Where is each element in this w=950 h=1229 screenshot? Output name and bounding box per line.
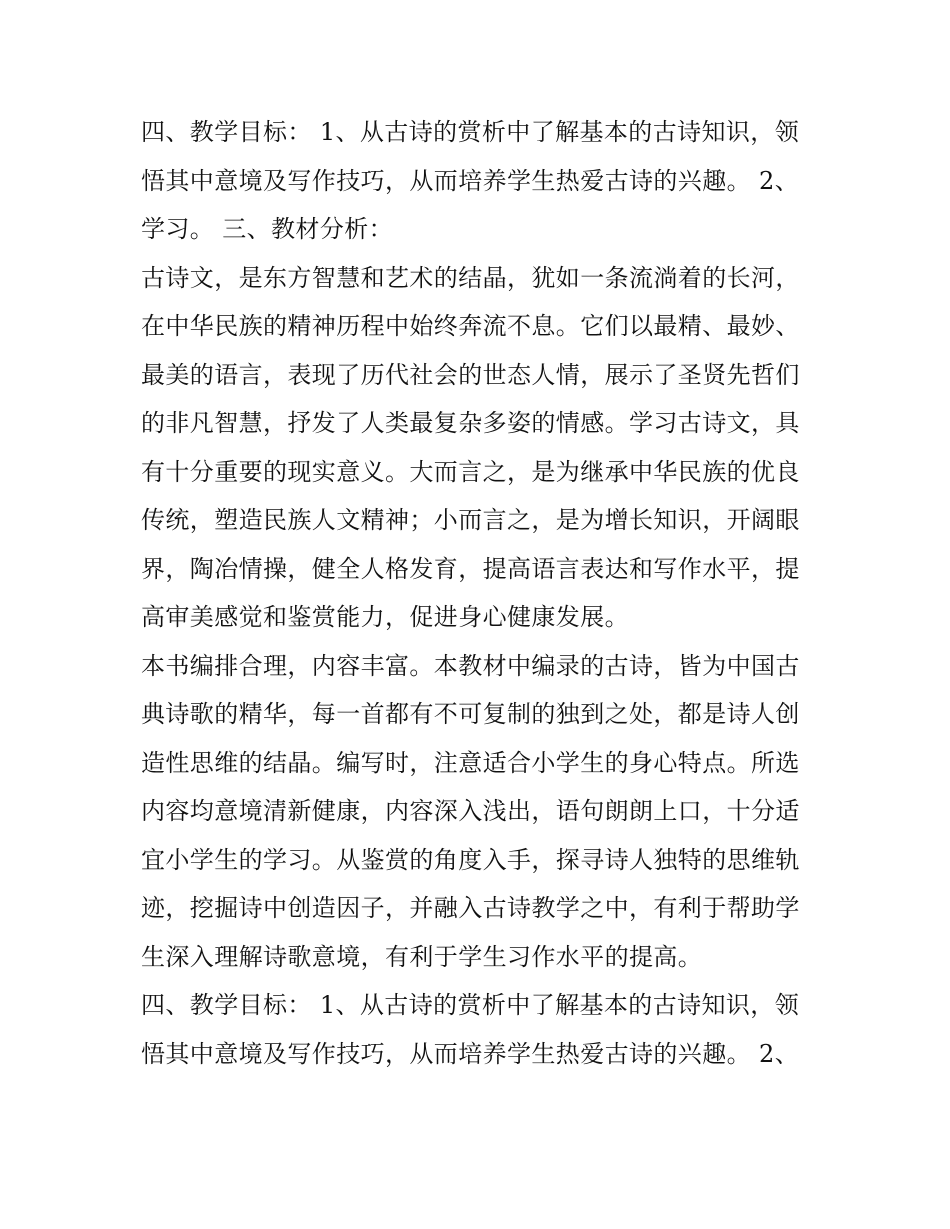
text-line-10: 界，陶冶情操，健全人格发育，提高语言表达和写作水平，提 xyxy=(141,554,800,583)
text-line-6: 最美的语言，表现了历代社会的世态人情，展示了圣贤先哲们 xyxy=(141,360,800,389)
text-line-17: 迹，挖掘诗中创造因子，并融入古诗教学之中，有利于帮助学 xyxy=(141,894,800,922)
text-line-1: 四、教学目标： 1、从古诗的赏析中了解基本的古诗知识，领 xyxy=(141,118,800,146)
document-body xyxy=(141,108,821,1078)
text-line-2: 悟其中意境及写作技巧，从而培养学生热爱古诗的兴趣。 2、 xyxy=(141,166,800,195)
text-line-9: 传统，塑造民族人文精神；小而言之，是为增长知识，开阔眼 xyxy=(141,506,800,534)
text-line-15: 内容均意境清新健康，内容深入浅出，语句朗朗上口，十分适 xyxy=(141,797,800,825)
text-line-12: 本书编排合理，内容丰富。本教材中编录的古诗，皆为中国古 xyxy=(141,651,800,680)
text-line-4: 古诗文，是东方智慧和艺术的结晶，犹如一条流淌着的长河， xyxy=(141,263,800,292)
text-line-8: 有十分重要的现实意义。大而言之，是为继承中华民族的优良 xyxy=(141,457,800,486)
text-line-16: 宜小学生的学习。从鉴赏的角度入手，探寻诗人独特的思维轨 xyxy=(141,845,800,874)
text-line-13: 典诗歌的精华，每一首都有不可复制的独到之处，都是诗人创 xyxy=(141,700,800,728)
text-line-11: 高审美感觉和鉴赏能力，促进身心健康发展。 xyxy=(141,603,629,631)
text-line-14: 造性思维的结晶。编写时，注意适合小学生的身心特点。所选 xyxy=(141,748,800,777)
text-line-5: 在中华民族的精神历程中始终奔流不息。它们以最精、最妙、 xyxy=(141,312,800,340)
text-line-19: 四、教学目标： 1、从古诗的赏析中了解基本的古诗知识，领 xyxy=(141,991,800,1019)
text-line-7: 的非凡智慧，抒发了人类最复杂多姿的情感。学习古诗文，具 xyxy=(141,409,800,437)
text-line-20: 悟其中意境及写作技巧，从而培养学生热爱古诗的兴趣。 2、 xyxy=(141,1039,800,1068)
text-line-3: 学习。 三、教材分析： xyxy=(141,215,394,243)
text-line-18: 生深入理解诗歌意境，有利于学生习作水平的提高。 xyxy=(141,942,703,971)
